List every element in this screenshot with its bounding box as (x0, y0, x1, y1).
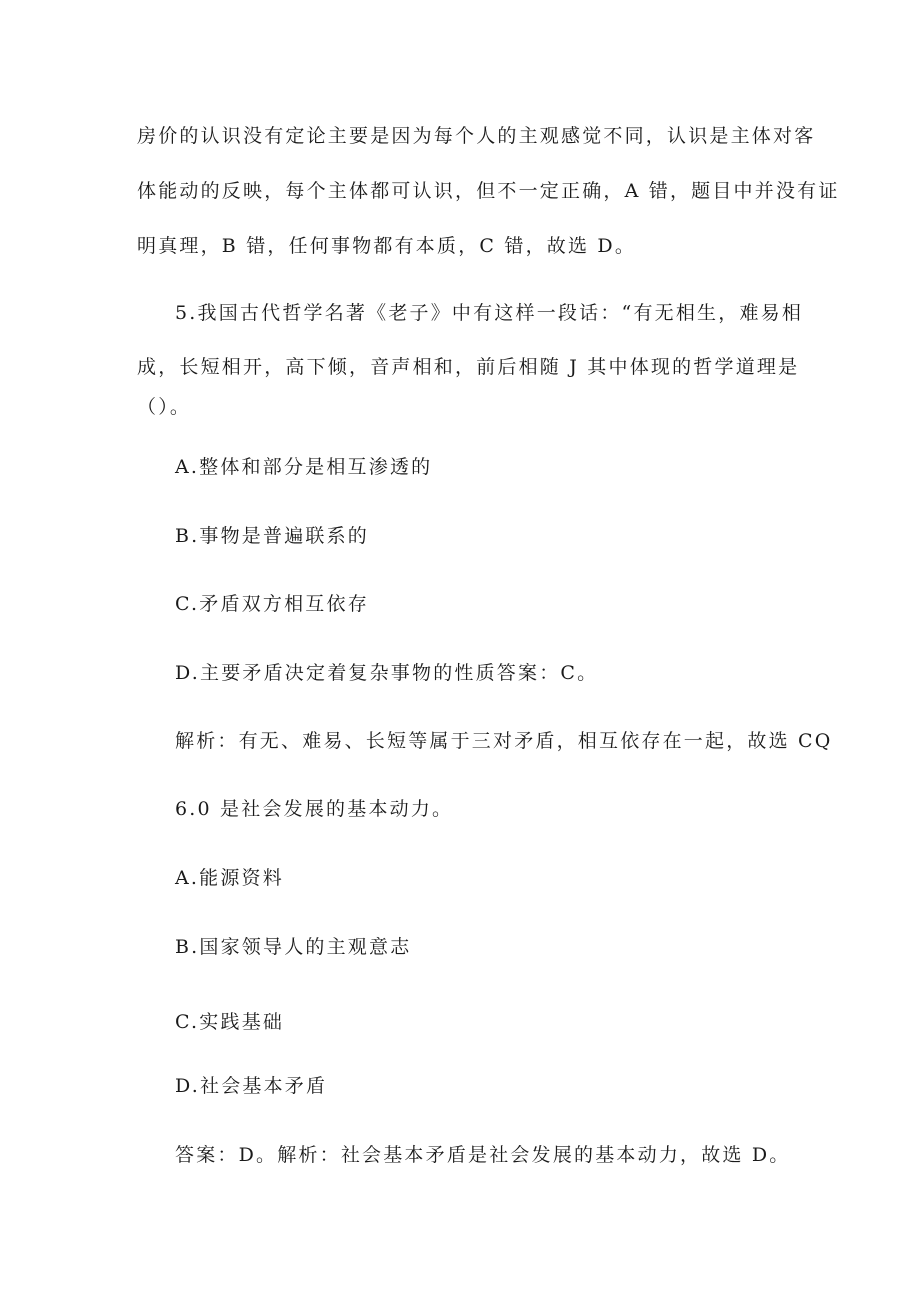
question-6-answer-analysis: 答案：D。解析：社会基本矛盾是社会发展的基本动力，故选 D。 (175, 1144, 791, 1166)
question-5-option-c: C.矛盾双方相互依存 (175, 593, 369, 615)
explanation-line-3: 明真理，B 错，任何事物都有本质，C 错，故选 D。 (137, 235, 637, 257)
question-5-stem-line-2: 成，长短相开，高下倾，音声相和，前后相随 J 其中体现的哲学道理是 (137, 356, 800, 378)
question-5-option-a: A.整体和部分是相互渗透的 (175, 456, 433, 478)
question-6-option-c: C.实践基础 (175, 1011, 285, 1033)
question-5-option-b: B.事物是普遍联系的 (175, 525, 370, 547)
question-6-option-b: B.国家领导人的主观意志 (175, 936, 412, 958)
question-6-option-d: D.社会基本矛盾 (175, 1075, 328, 1097)
explanation-line-1: 房价的认识没有定论主要是因为每个人的主观感觉不同，认识是主体对客 (137, 125, 816, 147)
question-5-stem-line-1: 5.我国古代哲学名著《老子》中有这样一段话：“有无相生，难易相 (175, 302, 804, 324)
question-5-option-d-answer: D.主要矛盾决定着复杂事物的性质答案：C。 (175, 662, 599, 684)
question-5-analysis: 解析：有无、难易、长短等属于三对矛盾，相互依存在一起，故选 CQ (175, 730, 833, 752)
question-5-stem-line-3: （）。 (137, 396, 192, 418)
question-6-stem: 6.0 是社会发展的基本动力。 (175, 798, 454, 820)
explanation-line-2: 体能动的反映，每个主体都可认识，但不一定正确，A 错，题目中并没有证 (137, 180, 840, 202)
question-6-option-a: A.能源资料 (175, 867, 284, 889)
